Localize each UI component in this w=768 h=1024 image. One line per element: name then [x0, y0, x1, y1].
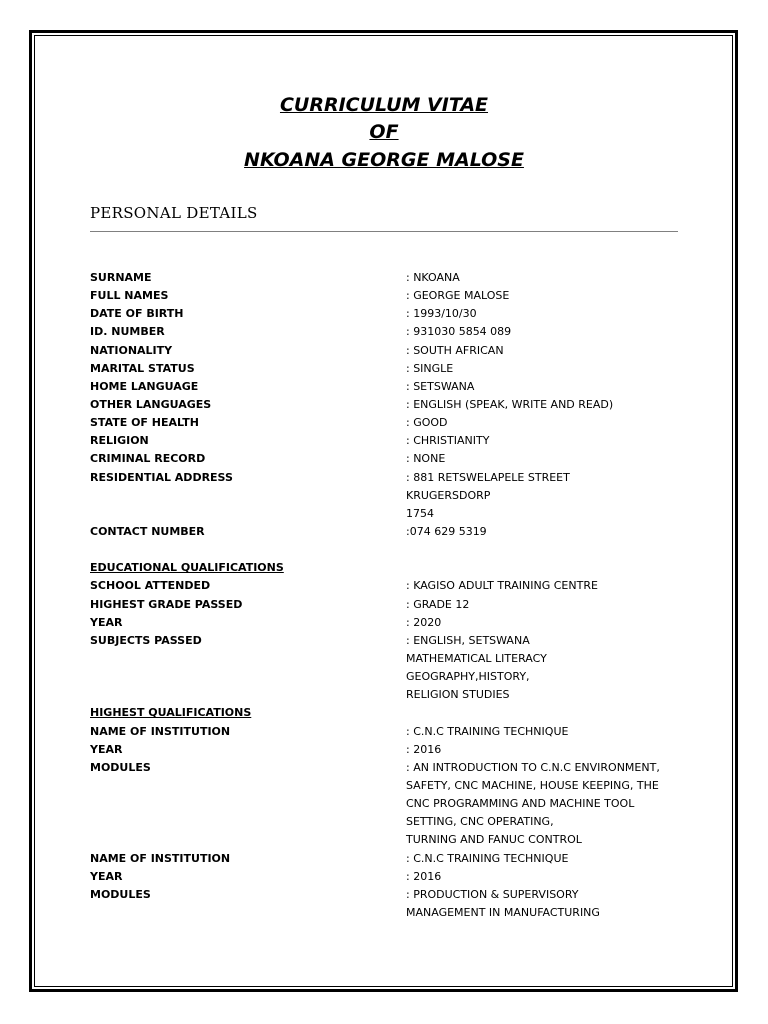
detail-row: [90, 577, 690, 595]
details-list: [90, 269, 690, 922]
detail-row: [90, 523, 690, 541]
detail-row: [90, 632, 690, 650]
section-subheading-row: [90, 559, 690, 577]
detail-value: : AN INTRODUCTION TO C.N.C ENVIRONMENT,: [406, 760, 660, 774]
detail-row: [90, 650, 690, 668]
detail-value: : 2020: [406, 615, 442, 629]
detail-label: MODULES: [90, 887, 151, 901]
detail-label: ID. NUMBER: [90, 325, 165, 339]
detail-row: [90, 759, 690, 777]
detail-value: : KAGISO ADULT TRAINING CENTRE: [406, 579, 598, 593]
detail-value: : 2016: [406, 742, 442, 756]
detail-value: : ENGLISH, SETSWANA: [406, 633, 530, 647]
detail-row: [90, 432, 690, 450]
detail-row: [90, 596, 690, 614]
detail-label: MODULES: [90, 760, 151, 774]
detail-value: : GOOD: [406, 416, 448, 430]
cv-title: CURRICULUM VITAE: [279, 94, 489, 116]
detail-value: : SETSWANA: [406, 379, 475, 393]
detail-row: [90, 450, 690, 468]
detail-value: : 881 RETSWELAPELE STREET: [406, 470, 570, 484]
section-divider: [90, 231, 678, 232]
cv-title-of: OF: [369, 121, 399, 143]
detail-row: [90, 287, 690, 305]
detail-value: KRUGERSDORP: [406, 488, 491, 502]
detail-row: [90, 541, 690, 559]
detail-label: STATE OF HEALTH: [90, 416, 199, 430]
detail-label: NATIONALITY: [90, 343, 173, 357]
detail-label: RELIGION: [90, 434, 149, 448]
detail-row: [90, 868, 690, 886]
detail-value: GEOGRAPHY,HISTORY,: [406, 670, 530, 684]
detail-row: [90, 269, 690, 287]
detail-label: SCHOOL ATTENDED: [90, 579, 211, 593]
detail-row: [90, 850, 690, 868]
detail-row: [90, 741, 690, 759]
detail-row: [90, 360, 690, 378]
detail-row: [90, 904, 690, 922]
detail-value: 1754: [406, 506, 434, 520]
detail-value: : 1993/10/30: [406, 307, 477, 321]
detail-row: [90, 777, 690, 795]
detail-row: [90, 378, 690, 396]
detail-row: [90, 487, 690, 505]
detail-row: [90, 396, 690, 414]
detail-value: : CHRISTIANITY: [406, 434, 490, 448]
section-subheading-row: [90, 704, 690, 722]
detail-label: NAME OF INSTITUTION: [90, 851, 231, 865]
section-subheading: EDUCATIONAL QUALIFICATIONS: [90, 561, 284, 575]
detail-value: MATHEMATICAL LITERACY: [406, 651, 547, 665]
detail-row: [90, 686, 690, 704]
detail-row: [90, 342, 690, 360]
detail-row: [90, 305, 690, 323]
detail-value: TURNING AND FANUC CONTROL: [406, 833, 582, 847]
detail-value: RELIGION STUDIES: [406, 688, 510, 702]
detail-value: :074 629 5319: [406, 524, 487, 538]
detail-value: : ENGLISH (SPEAK, WRITE AND READ): [406, 397, 614, 411]
section-subheading: HIGHEST QUALIFICATIONS: [90, 706, 252, 720]
detail-label: MARITAL STATUS: [90, 361, 195, 375]
detail-label: YEAR: [90, 869, 123, 883]
detail-label: CRIMINAL RECORD: [90, 452, 206, 466]
detail-value: SETTING, CNC OPERATING,: [406, 815, 554, 829]
detail-row: [90, 723, 690, 741]
detail-label: HIGHEST GRADE PASSED: [90, 597, 243, 611]
detail-value: : 931030 5854 089: [406, 325, 512, 339]
detail-row: [90, 469, 690, 487]
detail-label: OTHER LANGUAGES: [90, 397, 212, 411]
detail-row: [90, 505, 690, 523]
detail-value: : GRADE 12: [406, 597, 470, 611]
detail-row: [90, 414, 690, 432]
detail-row: [90, 886, 690, 904]
detail-row: [90, 614, 690, 632]
detail-label: CONTACT NUMBER: [90, 524, 205, 538]
detail-value: : GEORGE MALOSE: [406, 289, 510, 303]
detail-value: : SOUTH AFRICAN: [406, 343, 504, 357]
detail-label: YEAR: [90, 615, 123, 629]
detail-value: : NONE: [406, 452, 446, 466]
detail-label: DATE OF BIRTH: [90, 307, 184, 321]
detail-row: [90, 813, 690, 831]
detail-label: FULL NAMES: [90, 289, 169, 303]
detail-label: YEAR: [90, 742, 123, 756]
detail-value: : SINGLE: [406, 361, 454, 375]
detail-value: : 2016: [406, 869, 442, 883]
cv-candidate-name: NKOANA GEORGE MALOSE: [244, 149, 524, 171]
detail-row: [90, 323, 690, 341]
detail-label: NAME OF INSTITUTION: [90, 724, 231, 738]
detail-label: HOME LANGUAGE: [90, 379, 199, 393]
detail-value: : PRODUCTION & SUPERVISORY: [406, 887, 579, 901]
detail-value: : C.N.C TRAINING TECHNIQUE: [406, 851, 569, 865]
detail-row: [90, 668, 690, 686]
detail-value: MANAGEMENT IN MANUFACTURING: [406, 905, 600, 919]
detail-label: SURNAME: [90, 271, 152, 284]
detail-value: : C.N.C TRAINING TECHNIQUE: [406, 724, 569, 738]
detail-row: [90, 795, 690, 813]
detail-label: RESIDENTIAL ADDRESS: [90, 470, 233, 484]
section-heading-personal-details: PERSONAL DETAILS: [90, 204, 258, 222]
detail-value: : NKOANA: [406, 271, 460, 284]
detail-value: CNC PROGRAMMING AND MACHINE TOOL: [406, 797, 635, 811]
detail-value: SAFETY, CNC MACHINE, HOUSE KEEPING, THE: [406, 778, 659, 792]
detail-row: [90, 831, 690, 849]
detail-label: SUBJECTS PASSED: [90, 633, 202, 647]
